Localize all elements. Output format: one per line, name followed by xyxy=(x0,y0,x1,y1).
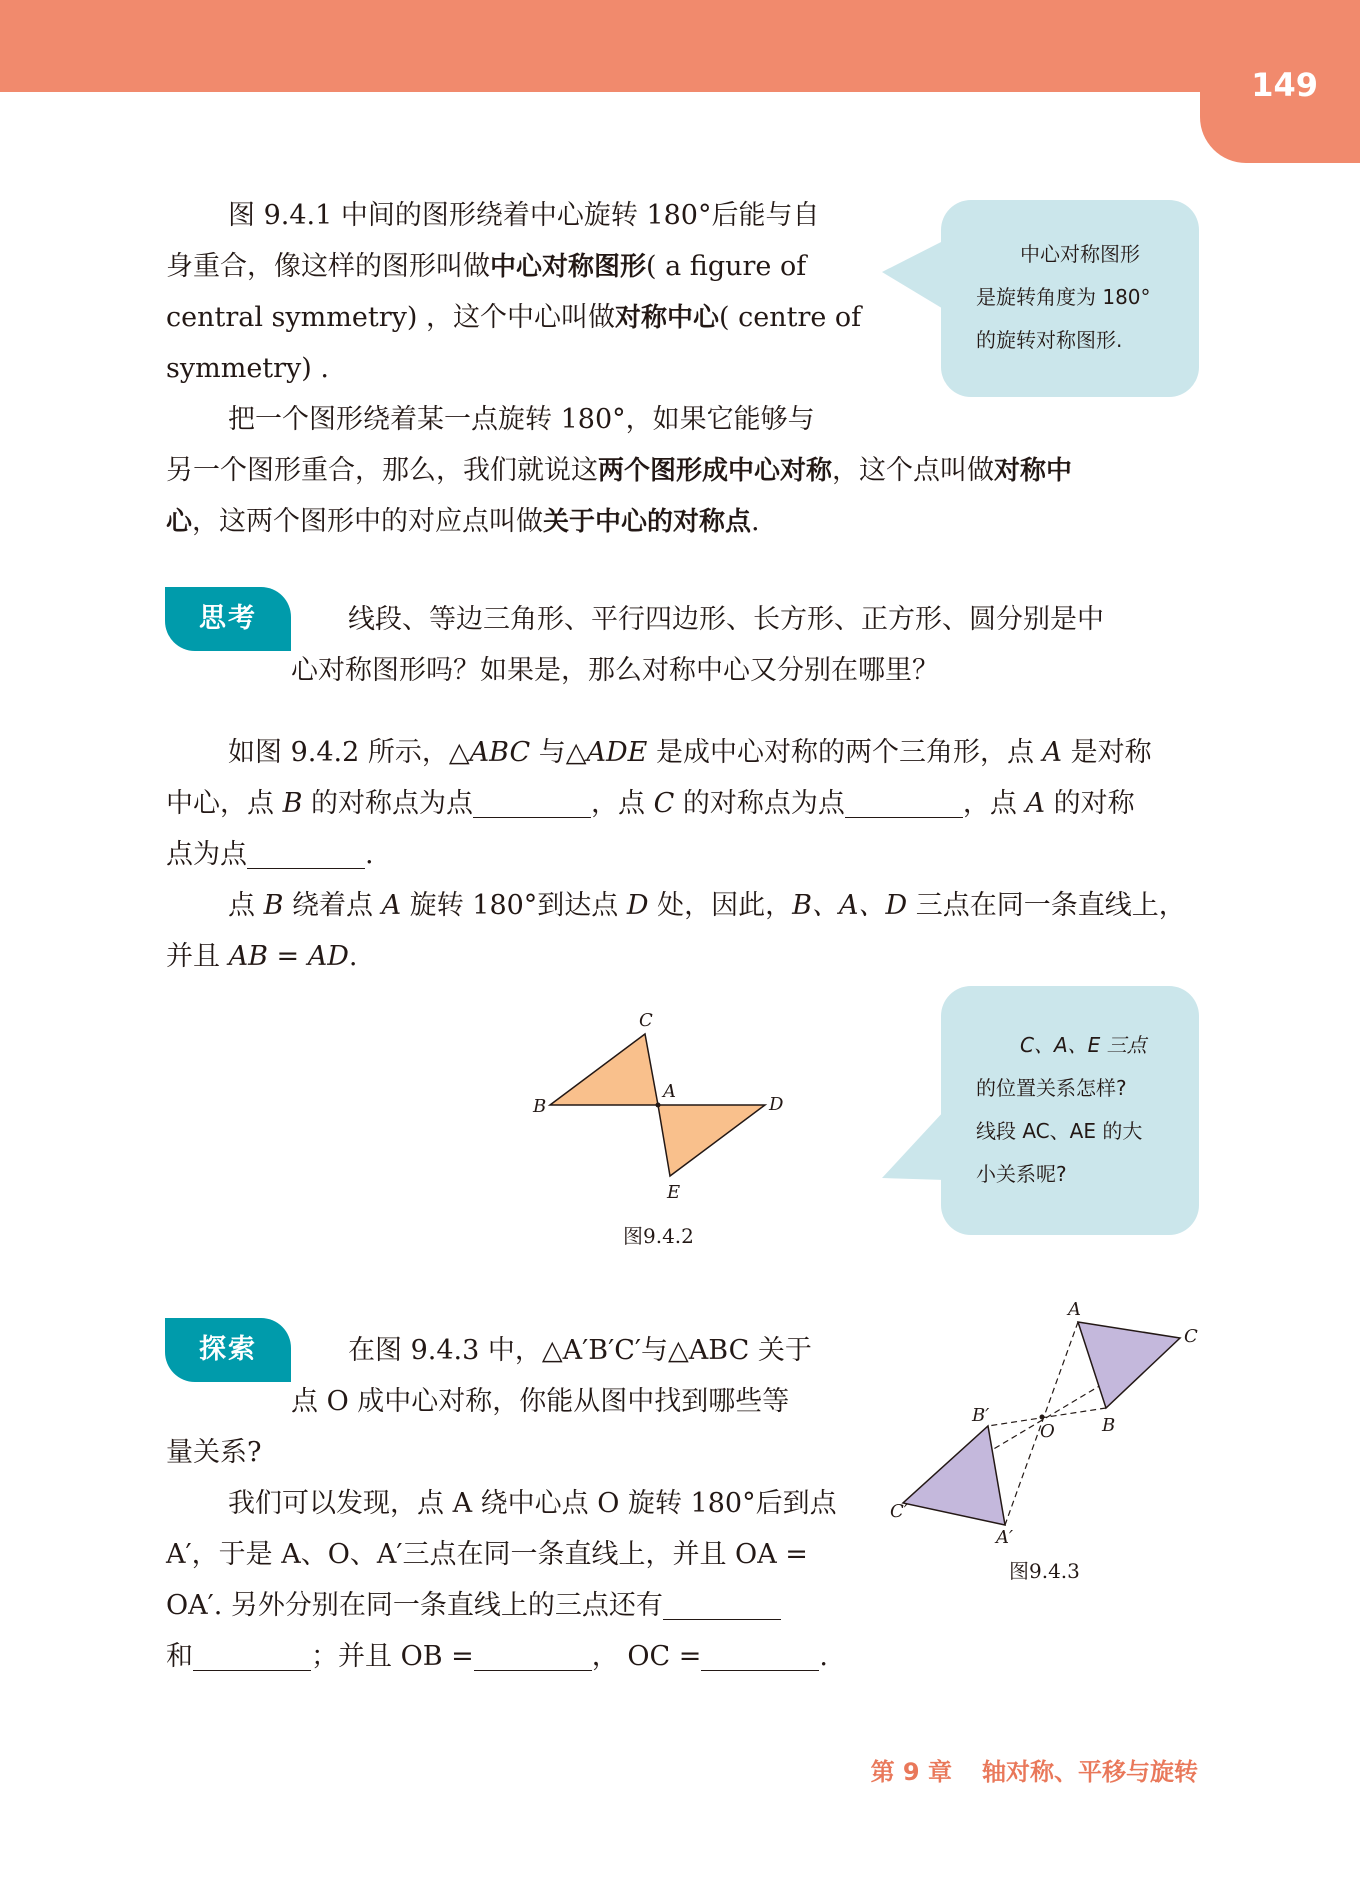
figure-9-4-3 xyxy=(880,1295,1210,1545)
figure-9-4-3-caption: 图9.4.3 xyxy=(1009,1559,1080,1583)
label-a: A xyxy=(1068,1299,1081,1320)
explore-line-6: OA′. 另外分别在同一条直线上的三点还有 xyxy=(166,1580,781,1632)
intro-line-2: 身重合，像这样的图形叫做中心对称图形( a figure of xyxy=(166,251,807,282)
answer-blank[interactable] xyxy=(663,1595,781,1620)
triangle-abc xyxy=(1078,1322,1180,1408)
triangle-abc xyxy=(550,1034,658,1105)
answer-blank[interactable] xyxy=(474,1646,592,1671)
figure-9-4-2 xyxy=(520,1000,800,1220)
bubble-1-tail xyxy=(880,230,950,320)
intro-line-3: central symmetry) ，这个中心叫做对称中心( centre of xyxy=(166,302,862,333)
label-c: C xyxy=(1184,1326,1198,1347)
bubble-2-line-3: 线段 AC、AE 的大 xyxy=(976,1119,1143,1143)
explore-line-4: 我们可以发现，点 A 绕中心点 O 旋转 180°后到点 xyxy=(228,1488,837,1519)
intro-line-1: 图 9.4.1 中间的图形绕着中心旋转 180°后能与自 xyxy=(228,200,820,231)
think-line-2: 心对称图形吗？如果是，那么对称中心又分别在哪里？ xyxy=(291,655,939,686)
bubble-2-line-4: 小关系呢? xyxy=(976,1162,1067,1186)
bubble-1-line-1: 中心对称图形 xyxy=(1020,242,1140,266)
bubble-2-line-2: 的位置关系怎样? xyxy=(976,1076,1127,1100)
definition-line-2: 另一个图形重合，那么，我们就说这两个图形成中心对称，这个点叫做对称中 xyxy=(166,455,1073,486)
explore-tag: 探索 xyxy=(165,1318,291,1382)
example-line-3: 点为点 . xyxy=(166,839,374,870)
definition-line-1: 把一个图形绕着某一点旋转 180°，如果它能够与 xyxy=(228,404,815,435)
answer-blank[interactable] xyxy=(193,1646,311,1671)
term-center-of-symmetry: 对称中心 xyxy=(614,303,719,333)
label-c: C xyxy=(639,1010,653,1031)
bubble-1-line-2: 是旋转角度为 180° xyxy=(976,285,1151,309)
figure-9-4-2-caption: 图9.4.2 xyxy=(623,1224,694,1248)
label-e: E xyxy=(667,1182,681,1203)
label-c-prime: C′ xyxy=(890,1501,908,1522)
term-central-symmetric-figure: 中心对称图形 xyxy=(490,252,647,282)
bubble-1-line-3: 的旋转对称图形. xyxy=(976,328,1123,352)
definition-line-3: 心，这两个图形中的对应点叫做关于中心的对称点. xyxy=(166,506,760,537)
rotation-line-1: 点 B 绕着点 A 旋转 180°到达点 D 处，因此，B、A、D 三点在同一条直线上， xyxy=(228,890,1186,921)
explore-line-2: 点 O 成中心对称，你能从图中找到哪些等 xyxy=(291,1386,790,1417)
label-b: B xyxy=(533,1096,547,1117)
chapter-footer xyxy=(861,1752,1198,1787)
page-number: 149 xyxy=(1251,66,1318,104)
bubble-2-line-1: C、A、E 三点 xyxy=(1020,1033,1147,1057)
center-point-a xyxy=(656,1103,661,1108)
label-b-prime: B′ xyxy=(972,1405,990,1426)
triangle-a-prime-b-prime-c-prime xyxy=(903,1426,1005,1525)
rotation-line-2: 并且 AB = AD. xyxy=(166,941,358,972)
think-tag: 思考 xyxy=(165,587,291,651)
chapter-title: 轴对称、平移与旋转 xyxy=(982,1758,1198,1786)
label-a-prime: A′ xyxy=(996,1527,1014,1545)
answer-blank[interactable] xyxy=(845,793,963,818)
label-d: D xyxy=(769,1094,784,1115)
bubble-2-tail xyxy=(880,1100,950,1190)
explore-line-3: 量关系? xyxy=(166,1437,262,1468)
answer-blank[interactable] xyxy=(701,1646,819,1671)
center-point-o xyxy=(1040,1415,1045,1420)
example-line-2: 中心，点 B 的对称点为点 ，点 C 的对称点为点 ，点 A 的对称 xyxy=(166,788,1135,819)
explore-line-1: 在图 9.4.3 中，△A′B′C′与△ABC 关于 xyxy=(348,1335,812,1366)
answer-blank[interactable] xyxy=(473,793,591,818)
answer-blank[interactable] xyxy=(247,844,365,869)
explore-line-5: A′，于是 A、O、A′三点在同一条直线上，并且 OA = xyxy=(166,1539,808,1570)
chapter-number: 第 9 章 xyxy=(870,1758,952,1786)
label-a: A xyxy=(663,1081,676,1102)
triangle-ade xyxy=(658,1105,765,1176)
intro-line-4: symmetry) . xyxy=(166,353,330,384)
label-b: B xyxy=(1102,1415,1116,1436)
example-line-1: 如图 9.4.2 所示，△ABC 与△ADE 是成中心对称的两个三角形，点 A 是对称 xyxy=(228,737,1152,768)
label-o: O xyxy=(1040,1421,1055,1442)
header-band xyxy=(0,0,1360,92)
think-line-1: 线段、等边三角形、平行四边形、长方形、正方形、圆分别是中 xyxy=(348,604,1104,635)
explore-line-7: 和 ；并且 OB = ， OC = . xyxy=(166,1641,828,1672)
